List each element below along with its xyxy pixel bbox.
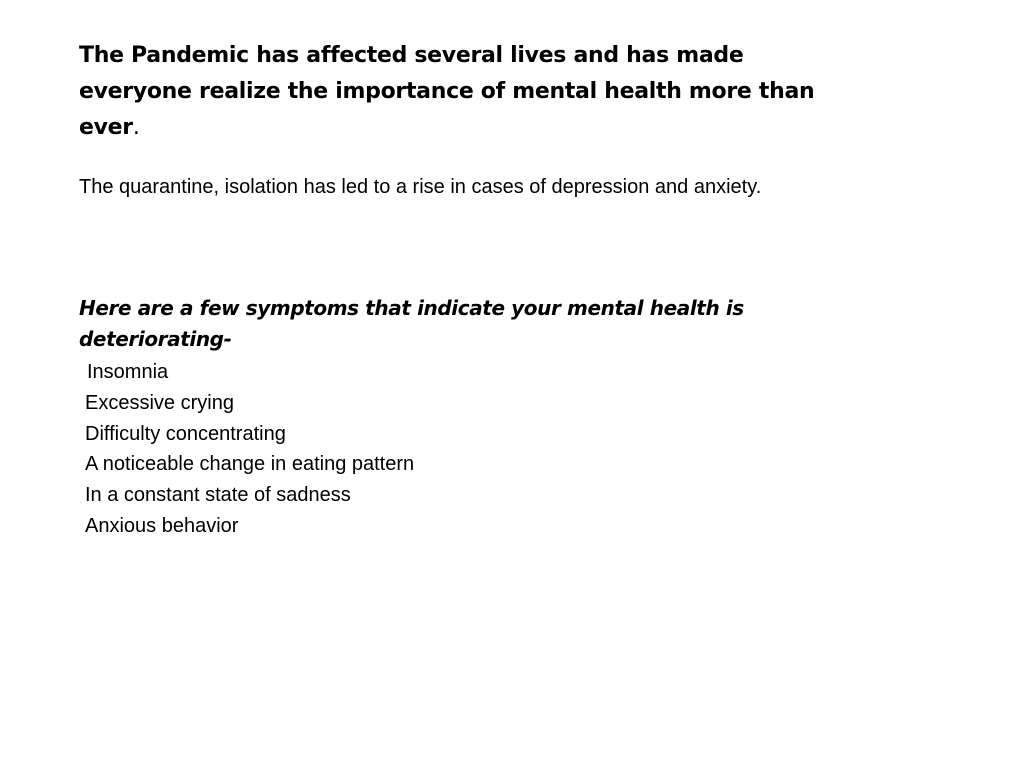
slide-heading	[79, 38, 839, 146]
symptoms-heading: Here are a few symptoms that indicate your mental health is deteriorating-	[79, 296, 744, 351]
symptom-item: Insomnia	[87, 361, 169, 383]
intro-paragraph: The quarantine, isolation has led to a rise in cases of depression and anxiety.	[79, 176, 762, 198]
symptom-item: A noticeable change in eating pattern	[85, 453, 415, 476]
symptom-item: Anxious behavior	[85, 514, 239, 537]
symptom-item: Excessive crying	[85, 391, 234, 414]
slide-heading-period: .	[132, 115, 140, 140]
symptom-list	[85, 357, 414, 542]
symptom-item: In a constant state of sadness	[85, 484, 351, 507]
slide-heading-text: The Pandemic has affected several lives and has made everyone realize the importance of mental health more than ever	[79, 43, 815, 140]
symptom-item: Difficulty concentrating	[85, 422, 286, 445]
